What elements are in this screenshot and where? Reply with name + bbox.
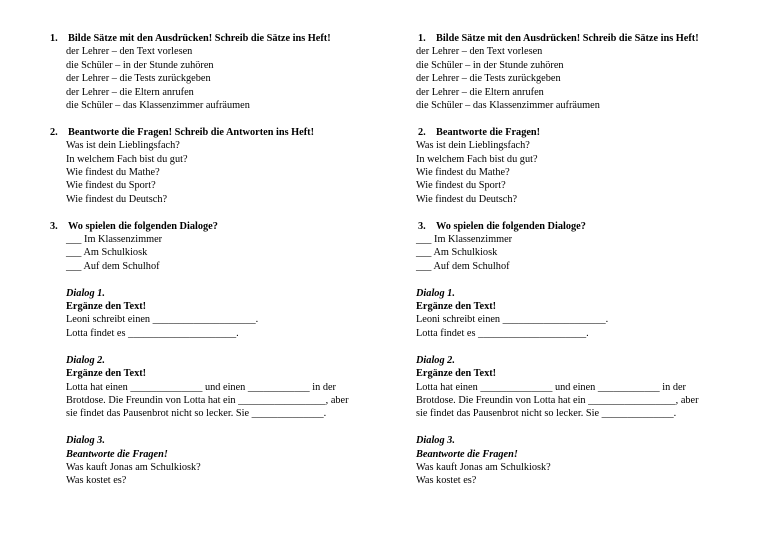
- task-title: Beantworte die Fragen!: [436, 126, 541, 138]
- task-heading: [416, 126, 746, 139]
- dialog-line: sie findet das Pausenbrot nicht so lecker. Sie ______________.: [416, 408, 677, 420]
- dialog-title: Dialog 3.: [66, 435, 105, 447]
- task-heading: [416, 220, 746, 233]
- dialog-line: Brotdose. Die Freundin von Lotta hat ein _________________, aber: [416, 394, 699, 406]
- dialog-1: [416, 287, 746, 341]
- task-line: ___ Im Klassenzimmer: [66, 234, 163, 246]
- task-line: der Lehrer – den Text vorlesen: [416, 46, 543, 58]
- task-number: 1.: [50, 33, 58, 44]
- dialog-task: Ergänze den Text!: [66, 368, 147, 380]
- task-line: der Lehrer – die Eltern anrufen: [416, 86, 544, 98]
- dialog-title: Dialog 2.: [66, 354, 105, 366]
- dialog-line: Brotdose. Die Freundin von Lotta hat ein _________________, aber: [66, 394, 349, 406]
- dialog-3: [416, 434, 746, 488]
- task-line: die Schüler – in der Stunde zuhören: [416, 59, 564, 71]
- task-number: 3.: [50, 220, 58, 232]
- dialog-task: Ergänze den Text!: [416, 368, 497, 380]
- dialog-task: Beantworte die Fragen!: [66, 448, 168, 460]
- task-line: Was ist dein Lieblingsfach?: [66, 140, 180, 152]
- task-line: Wie findest du Mathe?: [416, 167, 510, 179]
- dialog-task: Beantworte die Fragen!: [416, 448, 518, 460]
- task-line: ___ Am Schulkiosk: [66, 247, 148, 259]
- dialog-line: Was kauft Jonas am Schulkiosk?: [416, 461, 551, 473]
- task-heading: [48, 126, 383, 139]
- dialog-1: [48, 287, 383, 341]
- task-line: die Schüler – das Klassenzimmer aufräumen: [416, 100, 600, 112]
- dialog-task: Ergänze den Text!: [416, 301, 497, 313]
- task-number: 3.: [418, 220, 426, 232]
- task-line: ___ Auf dem Schulhof: [416, 260, 510, 272]
- dialog-line: Lotta hat einen ______________ und einen ____________ in der: [66, 381, 336, 393]
- task-heading: [48, 220, 383, 233]
- dialog-line: Was kauft Jonas am Schulkiosk?: [66, 461, 201, 473]
- task-line: Wie findest du Sport?: [416, 180, 506, 192]
- dialog-2: [48, 354, 383, 421]
- task-number: 1.: [418, 33, 426, 44]
- task-line: ___ Auf dem Schulhof: [66, 260, 160, 272]
- task-title: Beantworte die Fragen! Schreib die Antworten ins Heft!: [68, 126, 315, 138]
- dialog-title: Dialog 1.: [66, 287, 105, 299]
- task-1: [48, 32, 383, 112]
- worksheet-left: [48, 32, 383, 488]
- task-line: der Lehrer – den Text vorlesen: [66, 46, 193, 58]
- task-line: Wie findest du Mathe?: [66, 167, 160, 179]
- task-line: ___ Am Schulkiosk: [416, 247, 498, 259]
- task-number: 2.: [418, 126, 426, 138]
- task-title: Wo spielen die folgenden Dialoge?: [436, 220, 586, 232]
- dialog-task: Ergänze den Text!: [66, 301, 147, 313]
- task-line: ___ Im Klassenzimmer: [416, 234, 513, 246]
- task-heading: [48, 32, 383, 45]
- task-line: Wie findest du Sport?: [66, 180, 156, 192]
- task-heading: [416, 32, 746, 45]
- task-title: Bilde Sätze mit den Ausdrücken! Schreib die Sätze ins Heft!: [436, 33, 699, 44]
- worksheet-right: [416, 32, 746, 488]
- task-line: die Schüler – das Klassenzimmer aufräumen: [66, 100, 250, 112]
- task-title: Wo spielen die folgenden Dialoge?: [68, 220, 218, 232]
- task-2: [416, 126, 746, 206]
- dialog-title: Dialog 3.: [416, 435, 455, 447]
- task-3: [48, 220, 383, 274]
- task-line: In welchem Fach bist du gut?: [416, 153, 538, 165]
- task-line: der Lehrer – die Tests zurückgeben: [416, 73, 561, 85]
- dialog-line: Lotta findet es _____________________.: [416, 327, 589, 339]
- task-line: die Schüler – in der Stunde zuhören: [66, 59, 214, 71]
- dialog-title: Dialog 2.: [416, 354, 455, 366]
- dialog-line: Was kostet es?: [66, 475, 127, 487]
- task-line: Was ist dein Lieblingsfach?: [416, 140, 530, 152]
- task-1: [416, 32, 746, 112]
- dialog-line: Lotta hat einen ______________ und einen ____________ in der: [416, 381, 686, 393]
- dialog-line: Leoni schreibt einen ____________________.: [416, 314, 609, 326]
- task-line: der Lehrer – die Eltern anrufen: [66, 86, 194, 98]
- dialog-line: Was kostet es?: [416, 475, 477, 487]
- dialog-line: Lotta findet es _____________________.: [66, 327, 239, 339]
- task-title: Bilde Sätze mit den Ausdrücken! Schreib die Sätze ins Heft!: [68, 33, 331, 44]
- task-line: der Lehrer – die Tests zurückgeben: [66, 73, 211, 85]
- dialog-2: [416, 354, 746, 421]
- task-3: [416, 220, 746, 274]
- task-line: Wie findest du Deutsch?: [416, 193, 518, 205]
- dialog-line: Leoni schreibt einen ____________________.: [66, 314, 259, 326]
- task-line: Wie findest du Deutsch?: [66, 193, 168, 205]
- dialog-title: Dialog 1.: [416, 287, 455, 299]
- dialog-line: sie findet das Pausenbrot nicht so lecker. Sie ______________.: [66, 408, 327, 420]
- task-2: [48, 126, 383, 206]
- dialog-3: [48, 434, 383, 488]
- task-line: In welchem Fach bist du gut?: [66, 153, 188, 165]
- task-number: 2.: [50, 126, 58, 138]
